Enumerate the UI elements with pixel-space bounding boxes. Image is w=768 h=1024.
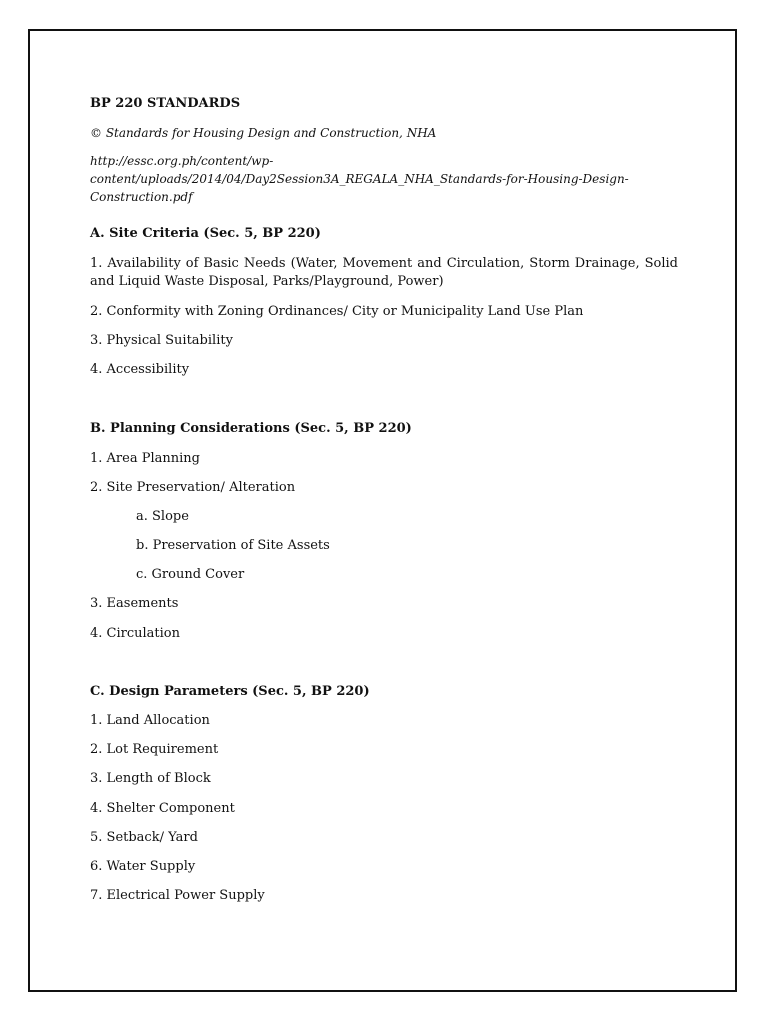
- section-c-item-2: 2. Lot Requirement: [90, 742, 219, 757]
- section-b-subitem-b: b. Preservation of Site Assets: [136, 538, 330, 553]
- source-url: http://essc.org.ph/content/wp-content/uploads/2014/04/Day2Session3A_REGALA_NHA_Standards-for-Housing-Design-Construction.pdf: [90, 154, 629, 204]
- source-citation: © Standards for Housing Design and Construction, NHA: [90, 126, 437, 140]
- section-a-item-1: 1. Availability of Basic Needs (Water, Movement and Circulation, Storm Drainage, Solid and Liquid Waste Disposal, Parks/Playground, Power): [90, 256, 678, 289]
- section-b-item-2: 2. Site Preservation/ Alteration: [90, 480, 296, 495]
- section-a-item-2: 2. Conformity with Zoning Ordinances/ City or Municipality Land Use Plan: [90, 304, 584, 319]
- section-c-item-5: 5. Setback/ Yard: [90, 830, 198, 845]
- section-b-item-4: 4. Circulation: [90, 626, 180, 641]
- document-page: [28, 29, 737, 992]
- section-c-heading: C. Design Parameters (Sec. 5, BP 220): [90, 684, 370, 699]
- section-c-item-3: 3. Length of Block: [90, 771, 211, 786]
- section-b-heading: B. Planning Considerations (Sec. 5, BP 220): [90, 421, 412, 436]
- section-b-subitem-a: a. Slope: [136, 509, 189, 524]
- section-b-subitem-c: c. Ground Cover: [136, 567, 245, 582]
- section-c-item-1: 1. Land Allocation: [90, 713, 210, 728]
- section-a-heading: A. Site Criteria (Sec. 5, BP 220): [90, 226, 321, 241]
- section-a-item-3: 3. Physical Suitability: [90, 333, 233, 348]
- section-b-item-3: 3. Easements: [90, 596, 179, 611]
- section-c-item-6: 6. Water Supply: [90, 859, 196, 874]
- section-c-item-7: 7. Electrical Power Supply: [90, 888, 265, 903]
- section-c-item-4: 4. Shelter Component: [90, 801, 235, 816]
- section-a-item-4: 4. Accessibility: [90, 362, 190, 377]
- section-b-item-1: 1. Area Planning: [90, 451, 200, 466]
- document-title: BP 220 STANDARDS: [90, 96, 241, 111]
